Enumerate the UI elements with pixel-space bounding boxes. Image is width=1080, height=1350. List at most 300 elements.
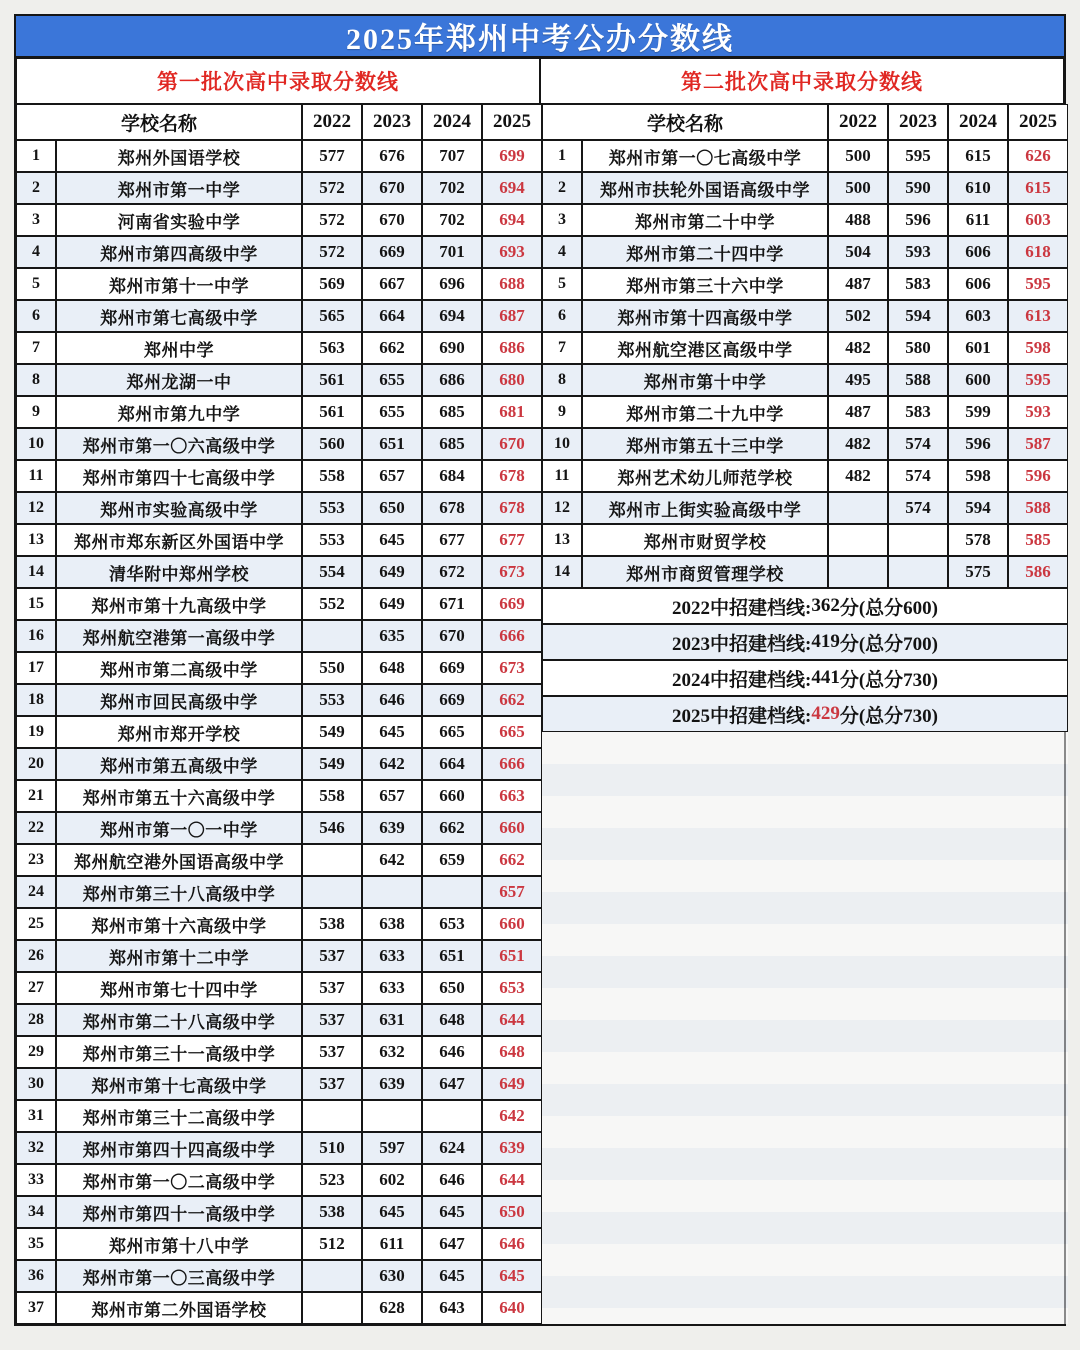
score-2024-cell: 677 [422, 524, 482, 556]
rank-cell: 13 [542, 524, 582, 556]
score-2022-cell: 537 [302, 1036, 362, 1068]
school-name-cell: 河南省实验中学 [56, 204, 302, 236]
school-name-cell: 郑州中学 [56, 332, 302, 364]
rank-cell: 12 [16, 492, 56, 524]
score-2024-cell: 696 [422, 268, 482, 300]
score-2022-cell [302, 620, 362, 652]
right-column-headers [542, 104, 1068, 140]
table-row [16, 428, 542, 460]
table-row [16, 1164, 542, 1196]
score-2022-cell: 561 [302, 364, 362, 396]
score-2022-cell: 488 [828, 204, 888, 236]
rank-cell: 27 [16, 972, 56, 1004]
school-name-cell: 郑州市第十中学 [582, 364, 828, 396]
rank-cell: 14 [542, 556, 582, 588]
score-2024-cell: 610 [948, 172, 1008, 204]
score-2025-cell: 673 [482, 556, 542, 588]
score-2022-cell: 502 [828, 300, 888, 332]
left-column-headers [16, 104, 542, 140]
score-2023-cell: 646 [362, 684, 422, 716]
school-name-cell: 郑州市第一〇七高级中学 [582, 140, 828, 172]
score-2022-cell: 482 [828, 428, 888, 460]
score-2022-cell: 577 [302, 140, 362, 172]
score-2024-cell: 594 [948, 492, 1008, 524]
school-name-cell: 郑州航空港第一高级中学 [56, 620, 302, 652]
table-row [16, 492, 542, 524]
score-2024-cell: 647 [422, 1068, 482, 1100]
score-2022-cell: 500 [828, 140, 888, 172]
school-name-cell: 郑州市第十六高级中学 [56, 908, 302, 940]
rank-cell: 28 [16, 1004, 56, 1036]
score-2022-cell: 553 [302, 684, 362, 716]
score-2025-cell: 588 [1008, 492, 1068, 524]
score-2022-cell: 537 [302, 1068, 362, 1100]
score-2025-cell: 665 [482, 716, 542, 748]
school-name-cell: 郑州航空港区高级中学 [582, 332, 828, 364]
score-2023-cell: 670 [362, 172, 422, 204]
school-name-cell: 郑州艺术幼儿师范学校 [582, 460, 828, 492]
school-name-cell: 郑州市第二外国语学校 [56, 1292, 302, 1324]
score-2022-cell: 538 [302, 1196, 362, 1228]
table-row [542, 172, 1068, 204]
score-2025-cell: 603 [1008, 204, 1068, 236]
school-name-cell: 郑州市第三十八高级中学 [56, 876, 302, 908]
score-2023-cell: 642 [362, 844, 422, 876]
score-2023-cell: 588 [888, 364, 948, 396]
table-row [16, 364, 542, 396]
table-row [16, 876, 542, 908]
score-2022-cell: 537 [302, 972, 362, 1004]
score-2024-cell: 685 [422, 428, 482, 460]
column-header-row [16, 104, 1064, 140]
score-2022-cell: 560 [302, 428, 362, 460]
score-2022-cell: 553 [302, 492, 362, 524]
score-2025-cell: 694 [482, 172, 542, 204]
score-2024-cell: 686 [422, 364, 482, 396]
second-batch-table [542, 140, 1068, 1324]
score-2022-cell [828, 492, 888, 524]
score-2025-cell: 699 [482, 140, 542, 172]
school-name-cell: 郑州市第十八中学 [56, 1228, 302, 1260]
table-row [542, 556, 1068, 588]
table-row [16, 620, 542, 652]
archive-line-note [542, 588, 1068, 624]
score-2025-cell: 663 [482, 780, 542, 812]
score-2025-cell: 595 [1008, 364, 1068, 396]
score-2025-cell: 650 [482, 1196, 542, 1228]
score-2022-cell: 512 [302, 1228, 362, 1260]
table-row [542, 140, 1068, 172]
score-2023-cell [362, 1100, 422, 1132]
school-name-cell: 郑州市第一〇一中学 [56, 812, 302, 844]
score-2025-cell: 662 [482, 844, 542, 876]
score-2025-cell: 688 [482, 268, 542, 300]
score-2023-cell: 580 [888, 332, 948, 364]
score-2023-cell: 649 [362, 556, 422, 588]
rank-cell: 4 [542, 236, 582, 268]
score-2025-cell: 669 [482, 588, 542, 620]
rank-cell: 22 [16, 812, 56, 844]
table-row [16, 396, 542, 428]
score-2025-cell: 613 [1008, 300, 1068, 332]
school-name-cell: 郑州市第二十中学 [582, 204, 828, 236]
table-row [16, 332, 542, 364]
rank-cell: 16 [16, 620, 56, 652]
table-row [16, 908, 542, 940]
score-2025-cell: 593 [1008, 396, 1068, 428]
score-2023-cell: 667 [362, 268, 422, 300]
score-2025-cell: 666 [482, 748, 542, 780]
rank-cell: 8 [542, 364, 582, 396]
score-2023-cell: 655 [362, 364, 422, 396]
score-2022-cell: 550 [302, 652, 362, 684]
score-2025-cell: 639 [482, 1132, 542, 1164]
score-2024-cell: 599 [948, 396, 1008, 428]
score-2024-cell: 615 [948, 140, 1008, 172]
score-2024-cell: 707 [422, 140, 482, 172]
table-row [16, 1068, 542, 1100]
school-name-cell: 郑州市第四十七高级中学 [56, 460, 302, 492]
rank-cell: 21 [16, 780, 56, 812]
rank-cell: 1 [542, 140, 582, 172]
score-2022-cell: 552 [302, 588, 362, 620]
score-2024-cell: 646 [422, 1036, 482, 1068]
score-2024-cell: 690 [422, 332, 482, 364]
score-2023-cell: 662 [362, 332, 422, 364]
score-2025-cell: 648 [482, 1036, 542, 1068]
score-2023-cell: 594 [888, 300, 948, 332]
rank-cell: 5 [16, 268, 56, 300]
school-name-cell: 郑州市第四十四高级中学 [56, 1132, 302, 1164]
school-name-cell: 郑州市第二高级中学 [56, 652, 302, 684]
table-row [16, 748, 542, 780]
column-header-2023: 2023 [888, 104, 948, 140]
school-name-cell: 郑州市实验高级中学 [56, 492, 302, 524]
score-2024-cell: 662 [422, 812, 482, 844]
score-2025-cell: 670 [482, 428, 542, 460]
first-batch-table [16, 140, 542, 1324]
score-2025-cell: 693 [482, 236, 542, 268]
column-header-2022: 2022 [828, 104, 888, 140]
school-name-cell: 郑州市第一中学 [56, 172, 302, 204]
table-row [542, 460, 1068, 492]
score-2023-cell: 655 [362, 396, 422, 428]
table-row [16, 652, 542, 684]
score-2022-cell [302, 876, 362, 908]
score-2024-cell [422, 1100, 482, 1132]
school-name-cell: 郑州市第五十三中学 [582, 428, 828, 460]
rank-cell: 29 [16, 1036, 56, 1068]
table-row [542, 204, 1068, 236]
table-row [16, 716, 542, 748]
rank-cell: 2 [16, 172, 56, 204]
school-name-cell: 郑州市扶轮外国语高级中学 [582, 172, 828, 204]
table-row [542, 236, 1068, 268]
score-2022-cell: 487 [828, 396, 888, 428]
rank-cell: 24 [16, 876, 56, 908]
score-2024-cell: 678 [422, 492, 482, 524]
score-2023-cell: 597 [362, 1132, 422, 1164]
score-2023-cell: 657 [362, 460, 422, 492]
score-sheet [14, 0, 1066, 1336]
rank-cell: 36 [16, 1260, 56, 1292]
score-2022-cell [828, 556, 888, 588]
school-name-cell: 郑州市第一〇三高级中学 [56, 1260, 302, 1292]
score-2022-cell: 563 [302, 332, 362, 364]
rank-cell: 15 [16, 588, 56, 620]
score-2023-cell: 664 [362, 300, 422, 332]
score-2022-cell [302, 1260, 362, 1292]
score-2023-cell: 651 [362, 428, 422, 460]
rank-cell: 12 [542, 492, 582, 524]
school-name-cell: 郑州市财贸学校 [582, 524, 828, 556]
score-2022-cell: 546 [302, 812, 362, 844]
score-2024-cell: 702 [422, 172, 482, 204]
score-2025-cell: 646 [482, 1228, 542, 1260]
column-header-2022: 2022 [302, 104, 362, 140]
school-name-cell: 郑州市第七高级中学 [56, 300, 302, 332]
score-2023-cell: 590 [888, 172, 948, 204]
school-name-cell: 郑州市第三十六中学 [582, 268, 828, 300]
school-name-cell: 郑州市第四十一高级中学 [56, 1196, 302, 1228]
score-2022-cell: 572 [302, 236, 362, 268]
table-row [16, 1036, 542, 1068]
score-2025-cell: 660 [482, 812, 542, 844]
score-2023-cell: 657 [362, 780, 422, 812]
score-2023-cell: 633 [362, 940, 422, 972]
score-2025-cell: 653 [482, 972, 542, 1004]
column-header-school: 学校名称 [542, 104, 828, 140]
score-2022-cell: 572 [302, 172, 362, 204]
column-header-school: 学校名称 [16, 104, 302, 140]
school-name-cell: 郑州市第一〇二高级中学 [56, 1164, 302, 1196]
score-2023-cell: 633 [362, 972, 422, 1004]
table-row [542, 332, 1068, 364]
score-2023-cell: 574 [888, 460, 948, 492]
score-2023-cell: 628 [362, 1292, 422, 1324]
school-name-cell: 郑州市回民高级中学 [56, 684, 302, 716]
rank-cell: 23 [16, 844, 56, 876]
score-2025-cell: 644 [482, 1164, 542, 1196]
note-prefix: 2024中招建档线: [672, 669, 812, 691]
score-2024-cell: 578 [948, 524, 1008, 556]
batch-header-second: 第二批次高中录取分数线 [540, 58, 1064, 104]
table-row [542, 300, 1068, 332]
score-2023-cell: 669 [362, 236, 422, 268]
table-row [16, 1196, 542, 1228]
score-2022-cell: 565 [302, 300, 362, 332]
score-2024-cell: 669 [422, 684, 482, 716]
note-suffix: 分(总分730) [839, 705, 938, 727]
archive-line-note [542, 624, 1068, 660]
score-2022-cell: 537 [302, 1004, 362, 1036]
score-2025-cell: 657 [482, 876, 542, 908]
school-name-cell: 郑州市第二十九中学 [582, 396, 828, 428]
score-2024-cell: 646 [422, 1164, 482, 1196]
school-name-cell: 郑州市第二十八高级中学 [56, 1004, 302, 1036]
school-name-cell: 郑州市第二十四中学 [582, 236, 828, 268]
score-2025-cell: 651 [482, 940, 542, 972]
score-2023-cell: 645 [362, 716, 422, 748]
score-2024-cell: 596 [948, 428, 1008, 460]
note-prefix: 2022中招建档线: [672, 597, 812, 619]
rank-cell: 10 [542, 428, 582, 460]
score-2022-cell: 537 [302, 940, 362, 972]
second-batch-rows [542, 140, 1068, 588]
school-name-cell: 郑州市第十二中学 [56, 940, 302, 972]
school-name-cell: 郑州市第十九高级中学 [56, 588, 302, 620]
rank-cell: 2 [542, 172, 582, 204]
school-name-cell: 郑州市郑开学校 [56, 716, 302, 748]
school-name-cell: 清华附中郑州学校 [56, 556, 302, 588]
score-2024-cell: 702 [422, 204, 482, 236]
score-2024-cell: 669 [422, 652, 482, 684]
table-row [542, 268, 1068, 300]
archive-line-note [542, 660, 1068, 696]
score-2025-cell: 687 [482, 300, 542, 332]
rank-cell: 11 [16, 460, 56, 492]
score-2024-cell: 603 [948, 300, 1008, 332]
rank-cell: 25 [16, 908, 56, 940]
score-2023-cell: 583 [888, 268, 948, 300]
batch-header-first: 第一批次高中录取分数线 [16, 58, 540, 104]
score-2023-cell [888, 556, 948, 588]
score-2022-cell: 500 [828, 172, 888, 204]
score-2022-cell [302, 844, 362, 876]
score-2022-cell: 569 [302, 268, 362, 300]
score-2022-cell: 553 [302, 524, 362, 556]
score-2025-cell: 585 [1008, 524, 1068, 556]
score-2022-cell [302, 1292, 362, 1324]
score-2025-cell: 642 [482, 1100, 542, 1132]
score-2022-cell: 523 [302, 1164, 362, 1196]
score-2024-cell: 611 [948, 204, 1008, 236]
score-2024-cell: 684 [422, 460, 482, 492]
school-name-cell: 郑州市第三十二高级中学 [56, 1100, 302, 1132]
score-2024-cell: 600 [948, 364, 1008, 396]
page-title: 2025年郑州中考公办分数线 [14, 14, 1066, 58]
score-2023-cell [362, 876, 422, 908]
score-2024-cell: 671 [422, 588, 482, 620]
rank-cell: 30 [16, 1068, 56, 1100]
score-2022-cell: 554 [302, 556, 362, 588]
empty-striped-area [542, 732, 1068, 1324]
rank-cell: 31 [16, 1100, 56, 1132]
table-row [16, 172, 542, 204]
rank-cell: 5 [542, 268, 582, 300]
table-row [16, 1004, 542, 1036]
column-header-2023: 2023 [362, 104, 422, 140]
score-2025-cell: 649 [482, 1068, 542, 1100]
score-2023-cell: 649 [362, 588, 422, 620]
score-2023-cell: 670 [362, 204, 422, 236]
school-name-cell: 郑州市第七十四中学 [56, 972, 302, 1004]
school-name-cell: 郑州市第十一中学 [56, 268, 302, 300]
rank-cell: 1 [16, 140, 56, 172]
score-2024-cell: 647 [422, 1228, 482, 1260]
table-row [16, 524, 542, 556]
rank-cell: 7 [16, 332, 56, 364]
score-2023-cell: 631 [362, 1004, 422, 1036]
rank-cell: 18 [16, 684, 56, 716]
rank-cell: 32 [16, 1132, 56, 1164]
score-2024-cell: 694 [422, 300, 482, 332]
score-2025-cell: 678 [482, 460, 542, 492]
table-row [16, 236, 542, 268]
score-2023-cell: 632 [362, 1036, 422, 1068]
school-name-cell: 郑州市第九中学 [56, 396, 302, 428]
score-2024-cell: 606 [948, 236, 1008, 268]
score-2024-cell: 624 [422, 1132, 482, 1164]
rank-cell: 17 [16, 652, 56, 684]
score-2025-cell: 587 [1008, 428, 1068, 460]
table-row [542, 492, 1068, 524]
score-2024-cell [422, 876, 482, 908]
rank-cell: 14 [16, 556, 56, 588]
school-name-cell: 郑州市郑东新区外国语中学 [56, 524, 302, 556]
score-2022-cell: 482 [828, 332, 888, 364]
score-2022-cell: 558 [302, 460, 362, 492]
note-prefix: 2023中招建档线: [672, 633, 812, 655]
score-2024-cell: 659 [422, 844, 482, 876]
table-row [16, 1260, 542, 1292]
column-header-2024: 2024 [948, 104, 1008, 140]
score-2022-cell: 549 [302, 748, 362, 780]
score-2024-cell: 645 [422, 1196, 482, 1228]
rank-cell: 7 [542, 332, 582, 364]
note-suffix: 分(总分730) [839, 669, 938, 691]
note-score-value: 419 [811, 631, 840, 652]
school-name-cell: 郑州市第十七高级中学 [56, 1068, 302, 1100]
score-2025-cell: 681 [482, 396, 542, 428]
score-2023-cell: 645 [362, 524, 422, 556]
table-row [16, 268, 542, 300]
score-2023-cell: 676 [362, 140, 422, 172]
table-body [16, 140, 1064, 1324]
score-2025-cell: 645 [482, 1260, 542, 1292]
score-2024-cell: 643 [422, 1292, 482, 1324]
score-2025-cell: 694 [482, 204, 542, 236]
score-2024-cell: 653 [422, 908, 482, 940]
school-name-cell: 郑州市第三十一高级中学 [56, 1036, 302, 1068]
rank-cell: 10 [16, 428, 56, 460]
table-row [16, 844, 542, 876]
table-row [16, 460, 542, 492]
score-2025-cell: 660 [482, 908, 542, 940]
score-2024-cell: 650 [422, 972, 482, 1004]
score-2023-cell: 645 [362, 1196, 422, 1228]
table-row [16, 1100, 542, 1132]
table-row [16, 204, 542, 236]
score-2022-cell: 538 [302, 908, 362, 940]
score-2025-cell: 618 [1008, 236, 1068, 268]
table-row [16, 940, 542, 972]
school-name-cell: 郑州市第一〇六高级中学 [56, 428, 302, 460]
table-row [16, 588, 542, 620]
score-2023-cell: 595 [888, 140, 948, 172]
school-name-cell: 郑州市第十四高级中学 [582, 300, 828, 332]
rank-cell: 19 [16, 716, 56, 748]
table-row [16, 972, 542, 1004]
note-score-value: 362 [811, 595, 840, 616]
score-2025-cell: 586 [1008, 556, 1068, 588]
school-name-cell: 郑州龙湖一中 [56, 364, 302, 396]
score-2023-cell: 611 [362, 1228, 422, 1260]
score-2023-cell [888, 524, 948, 556]
rank-cell: 13 [16, 524, 56, 556]
score-2023-cell: 596 [888, 204, 948, 236]
table-row [16, 812, 542, 844]
